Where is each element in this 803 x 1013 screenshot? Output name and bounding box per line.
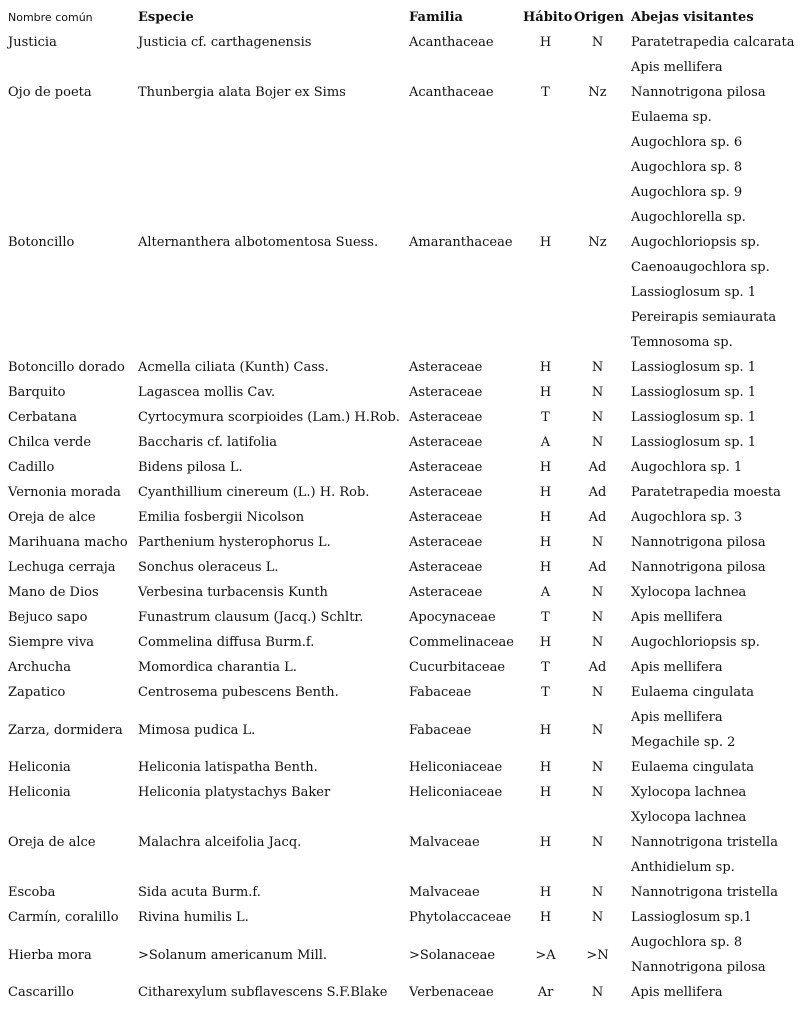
bee-species: Augochlora sp. 9 <box>631 185 743 200</box>
bees-cell <box>627 980 803 1005</box>
family-cell: Amaranthaceae <box>409 235 513 250</box>
bees-cell <box>627 930 803 980</box>
bee-species: Apis mellifera <box>631 60 723 75</box>
species-cell: Momordica charantia L. <box>138 660 297 675</box>
bees-cell <box>627 630 803 655</box>
bee-species: Augochloriopsis sp. <box>631 235 760 250</box>
bees-cell <box>627 30 803 80</box>
family-cell: Verbenaceae <box>409 985 494 1000</box>
bee-species: Augochlora sp. 3 <box>631 510 743 525</box>
bees-cell <box>627 480 803 505</box>
origin-cell: N <box>591 760 604 775</box>
common-name-cell: Oreja de alce <box>8 510 96 525</box>
family-cell: Apocynaceae <box>409 610 496 625</box>
common-name-cell: Marihuana macho <box>8 535 128 550</box>
bee-species: Lassioglosum sp.1 <box>631 910 752 925</box>
habit-cell: H <box>539 485 552 500</box>
table-row <box>0 80 803 230</box>
origin-cell: N <box>591 360 604 375</box>
habit-cell: H <box>539 35 552 50</box>
table-row <box>0 355 803 380</box>
family-cell: Asteraceae <box>409 560 483 575</box>
common-name-cell: Barquito <box>8 385 66 400</box>
bees-cell <box>627 880 803 905</box>
origin-cell: Ad <box>588 485 607 500</box>
table-row <box>0 430 803 455</box>
bee-species: Paratetrapedia moesta <box>631 485 781 500</box>
table-row <box>0 580 803 605</box>
table-row <box>0 480 803 505</box>
common-name-cell: Heliconia <box>8 760 71 775</box>
origin-cell: N <box>591 435 604 450</box>
common-name-cell: Ojo de poeta <box>8 85 92 100</box>
species-cell: Bidens pilosa L. <box>138 460 243 475</box>
origin-cell: Ad <box>588 460 607 475</box>
species-cell: Centrosema pubescens Benth. <box>138 685 339 700</box>
bee-species: Caenoaugochlora sp. <box>631 260 770 275</box>
species-cell: Justicia cf. carthagenensis <box>138 35 312 50</box>
bee-species: Lassioglosum sp. 1 <box>631 385 757 400</box>
species-cell: Thunbergia alata Bojer ex Sims <box>138 85 346 100</box>
species-cell: Heliconia platystachys Baker <box>138 785 331 800</box>
bee-species: Augochloriopsis sp. <box>631 635 760 650</box>
table-body <box>0 30 803 1005</box>
table-row <box>0 655 803 680</box>
plants-bees-table <box>0 5 803 1005</box>
family-cell: Fabaceae <box>409 685 472 700</box>
species-cell: Citharexylum subflavescens S.F.Blake <box>138 985 388 1000</box>
bees-cell <box>627 530 803 555</box>
table-row <box>0 230 803 355</box>
origin-cell: N <box>591 410 604 425</box>
species-cell: Rivina humilis L. <box>138 910 249 925</box>
family-cell: Asteraceae <box>409 510 483 525</box>
table-row <box>0 630 803 655</box>
family-cell: Asteraceae <box>409 485 483 500</box>
family-cell: Phytolaccaceae <box>409 910 512 925</box>
bees-cell <box>627 430 803 455</box>
table-row <box>0 680 803 705</box>
bee-species: Augochlora sp. 6 <box>631 135 743 150</box>
table-row <box>0 555 803 580</box>
family-cell: Malvaceae <box>409 885 480 900</box>
common-name-cell: Siempre viva <box>8 635 95 650</box>
bees-cell <box>627 580 803 605</box>
origin-cell: N <box>591 610 604 625</box>
habit-cell: H <box>539 535 552 550</box>
bee-species: Xylocopa lachnea <box>631 785 747 800</box>
bees-cell <box>627 455 803 480</box>
family-cell: Asteraceae <box>409 585 483 600</box>
common-name-cell: Lechuga cerraja <box>8 560 116 575</box>
habit-cell: H <box>539 760 552 775</box>
origin-cell: Ad <box>588 510 607 525</box>
bee-species: Lassioglosum sp. 1 <box>631 285 757 300</box>
bee-species: Xylocopa lachnea <box>631 585 747 600</box>
table-row <box>0 780 803 805</box>
table-row <box>0 405 803 430</box>
family-cell: Malvaceae <box>409 835 480 850</box>
bees-cell <box>627 80 803 230</box>
common-name-cell: Oreja de alce <box>8 835 96 850</box>
bees-cell <box>627 805 803 880</box>
family-cell: Heliconiaceae <box>409 760 503 775</box>
species-cell: Cyanthillium cinereum (L.) H. Rob. <box>138 485 370 500</box>
bee-species: Eulaema sp. <box>631 110 712 125</box>
family-cell: Asteraceae <box>409 435 483 450</box>
origin-cell: Nz <box>588 85 607 100</box>
species-cell: Baccharis cf. latifolia <box>138 435 278 450</box>
bee-species: Augochlora sp. 8 <box>631 935 743 950</box>
habit-cell: T <box>541 85 550 100</box>
species-cell: Heliconia latispatha Benth. <box>138 760 318 775</box>
family-cell: Heliconiaceae <box>409 785 503 800</box>
bees-cell <box>627 230 803 355</box>
origin-cell: N <box>591 585 604 600</box>
species-cell: Sonchus oleraceus L. <box>138 560 279 575</box>
bee-species: Eulaema cingulata <box>631 685 755 700</box>
habit-cell: H <box>539 722 552 738</box>
common-name-cell: Cadillo <box>8 460 55 475</box>
bees-cell <box>627 380 803 405</box>
bee-species: Apis mellifera <box>631 610 723 625</box>
species-cell: Acmella ciliata (Kunth) Cass. <box>138 360 329 375</box>
common-name-cell: Cascarillo <box>8 985 74 1000</box>
bees-cell <box>627 905 803 930</box>
header-common-name: Nombre común <box>8 11 93 24</box>
origin-cell: Nz <box>588 235 607 250</box>
bee-species: Nannotrigona pilosa <box>631 535 766 550</box>
common-name-cell: Hierba mora <box>8 947 92 963</box>
origin-cell: Ad <box>588 560 607 575</box>
bees-cell <box>627 780 803 805</box>
bees-cell <box>627 405 803 430</box>
common-name-cell: Vernonia morada <box>8 485 121 500</box>
habit-cell: >A <box>535 947 556 963</box>
origin-cell: N <box>591 35 604 50</box>
species-cell: Alternanthera albotomentosa Suess. <box>138 235 379 250</box>
bee-species: Paratetrapedia calcarata <box>631 35 795 50</box>
habit-cell: H <box>539 910 552 925</box>
bee-species: Nannotrigona pilosa <box>631 960 766 975</box>
common-name-cell: Zapatico <box>8 685 66 700</box>
origin-cell: N <box>591 910 604 925</box>
species-cell: >Solanum americanum Mill. <box>138 947 328 963</box>
origin-cell: N <box>591 985 604 1000</box>
habit-cell: H <box>539 385 552 400</box>
table-row <box>0 455 803 480</box>
table-row <box>0 505 803 530</box>
habit-cell: H <box>539 560 552 575</box>
table-row <box>0 880 803 905</box>
bee-species: Nannotrigona tristella <box>631 835 778 850</box>
bees-cell <box>627 655 803 680</box>
bees-cell <box>627 755 803 780</box>
bees-cell <box>627 555 803 580</box>
common-name-cell: Heliconia <box>8 785 71 800</box>
common-name-cell: Escoba <box>8 885 56 900</box>
habit-cell: H <box>539 460 552 475</box>
table-row <box>0 705 803 755</box>
habit-cell: A <box>540 435 551 450</box>
species-cell: Cyrtocymura scorpioides (Lam.) H.Rob. <box>138 410 400 425</box>
habit-cell: H <box>539 635 552 650</box>
common-name-cell: Botoncillo dorado <box>8 360 125 375</box>
species-cell: Verbesina turbacensis Kunth <box>138 585 328 600</box>
bee-species: Temnosoma sp. <box>631 335 733 350</box>
common-name-cell: Justicia <box>8 35 57 50</box>
header-origin: Origen <box>574 10 624 25</box>
bees-cell <box>627 705 803 755</box>
common-name-cell: Carmín, coralillo <box>8 910 119 925</box>
bee-species: Anthidielum sp. <box>631 860 735 875</box>
habit-cell: A <box>540 585 551 600</box>
habit-cell: Ar <box>537 985 554 1000</box>
bee-species: Augochlora sp. 8 <box>631 160 743 175</box>
origin-cell: N <box>591 385 604 400</box>
family-cell: Acanthaceae <box>409 35 494 50</box>
bee-species: Apis mellifera <box>631 660 723 675</box>
header-family: Familia <box>409 10 463 25</box>
habit-cell: T <box>541 685 550 700</box>
bee-species: Pereirapis semiaurata <box>631 310 777 325</box>
bee-species: Lassioglosum sp. 1 <box>631 410 757 425</box>
table-row <box>0 30 803 80</box>
family-cell: Commelinaceae <box>409 635 514 650</box>
table-row <box>0 530 803 555</box>
origin-cell: N <box>591 835 604 850</box>
table-row <box>0 755 803 780</box>
family-cell: Asteraceae <box>409 360 483 375</box>
bee-species: Augochlorella sp. <box>631 210 746 225</box>
species-cell: Malachra alceifolia Jacq. <box>138 835 302 850</box>
species-cell: Parthenium hysterophorus L. <box>138 535 331 550</box>
bee-species: Nannotrigona pilosa <box>631 85 766 100</box>
common-name-cell: Zarza, dormidera <box>8 722 123 738</box>
family-cell: Cucurbitaceae <box>409 660 506 675</box>
bee-species: Xylocopa lachnea <box>631 810 747 825</box>
origin-cell: >N <box>586 947 609 963</box>
family-cell: >Solanaceae <box>409 947 496 963</box>
header-habit: Hábito <box>523 10 573 25</box>
header-species: Especie <box>138 10 194 25</box>
origin-cell: N <box>591 785 604 800</box>
habit-cell: H <box>539 510 552 525</box>
table-header-row <box>0 5 803 30</box>
bee-species: Apis mellifera <box>631 710 723 725</box>
common-name-cell: Archucha <box>8 660 72 675</box>
common-name-cell: Chilca verde <box>8 435 92 450</box>
habit-cell: H <box>539 785 552 800</box>
bees-cell <box>627 355 803 380</box>
origin-cell: N <box>591 535 604 550</box>
common-name-cell: Botoncillo <box>8 235 75 250</box>
species-cell: Emilia fosbergii Nicolson <box>138 510 305 525</box>
table-row <box>0 930 803 980</box>
habit-cell: H <box>539 360 552 375</box>
origin-cell: Ad <box>588 660 607 675</box>
common-name-cell: Cerbatana <box>8 410 78 425</box>
bee-species: Eulaema cingulata <box>631 760 755 775</box>
table-row <box>0 980 803 1005</box>
family-cell: Fabaceae <box>409 722 472 738</box>
bee-species: Lassioglosum sp. 1 <box>631 435 757 450</box>
bee-species: Apis mellifera <box>631 985 723 1000</box>
habit-cell: T <box>541 660 550 675</box>
habit-cell: H <box>539 235 552 250</box>
origin-cell: N <box>591 722 604 738</box>
family-cell: Asteraceae <box>409 410 483 425</box>
bees-cell <box>627 680 803 705</box>
species-cell: Mimosa pudica L. <box>138 722 256 738</box>
family-cell: Asteraceae <box>409 460 483 475</box>
family-cell: Acanthaceae <box>409 85 494 100</box>
habit-cell: T <box>541 410 550 425</box>
header-bees: Abejas visitantes <box>631 10 754 25</box>
table-row <box>0 605 803 630</box>
origin-cell: N <box>591 685 604 700</box>
table-row <box>0 805 803 880</box>
habit-cell: H <box>539 885 552 900</box>
habit-cell: T <box>541 610 550 625</box>
bees-cell <box>627 505 803 530</box>
family-cell: Asteraceae <box>409 385 483 400</box>
common-name-cell: Bejuco sapo <box>8 610 88 625</box>
species-cell: Sida acuta Burm.f. <box>138 885 261 900</box>
origin-cell: N <box>591 885 604 900</box>
table-row <box>0 905 803 930</box>
bee-species: Lassioglosum sp. 1 <box>631 360 757 375</box>
bee-species: Nannotrigona tristella <box>631 885 778 900</box>
table-row <box>0 380 803 405</box>
bee-species: Nannotrigona pilosa <box>631 560 766 575</box>
species-cell: Lagascea mollis Cav. <box>138 385 276 400</box>
common-name-cell: Mano de Dios <box>8 585 99 600</box>
bee-species: Augochlora sp. 1 <box>631 460 743 475</box>
species-cell: Funastrum clausum (Jacq.) Schltr. <box>138 610 364 625</box>
family-cell: Asteraceae <box>409 535 483 550</box>
origin-cell: N <box>591 635 604 650</box>
species-cell: Commelina diffusa Burm.f. <box>138 635 315 650</box>
bees-cell <box>627 605 803 630</box>
habit-cell: H <box>539 835 552 850</box>
bee-species: Megachile sp. 2 <box>631 735 736 750</box>
